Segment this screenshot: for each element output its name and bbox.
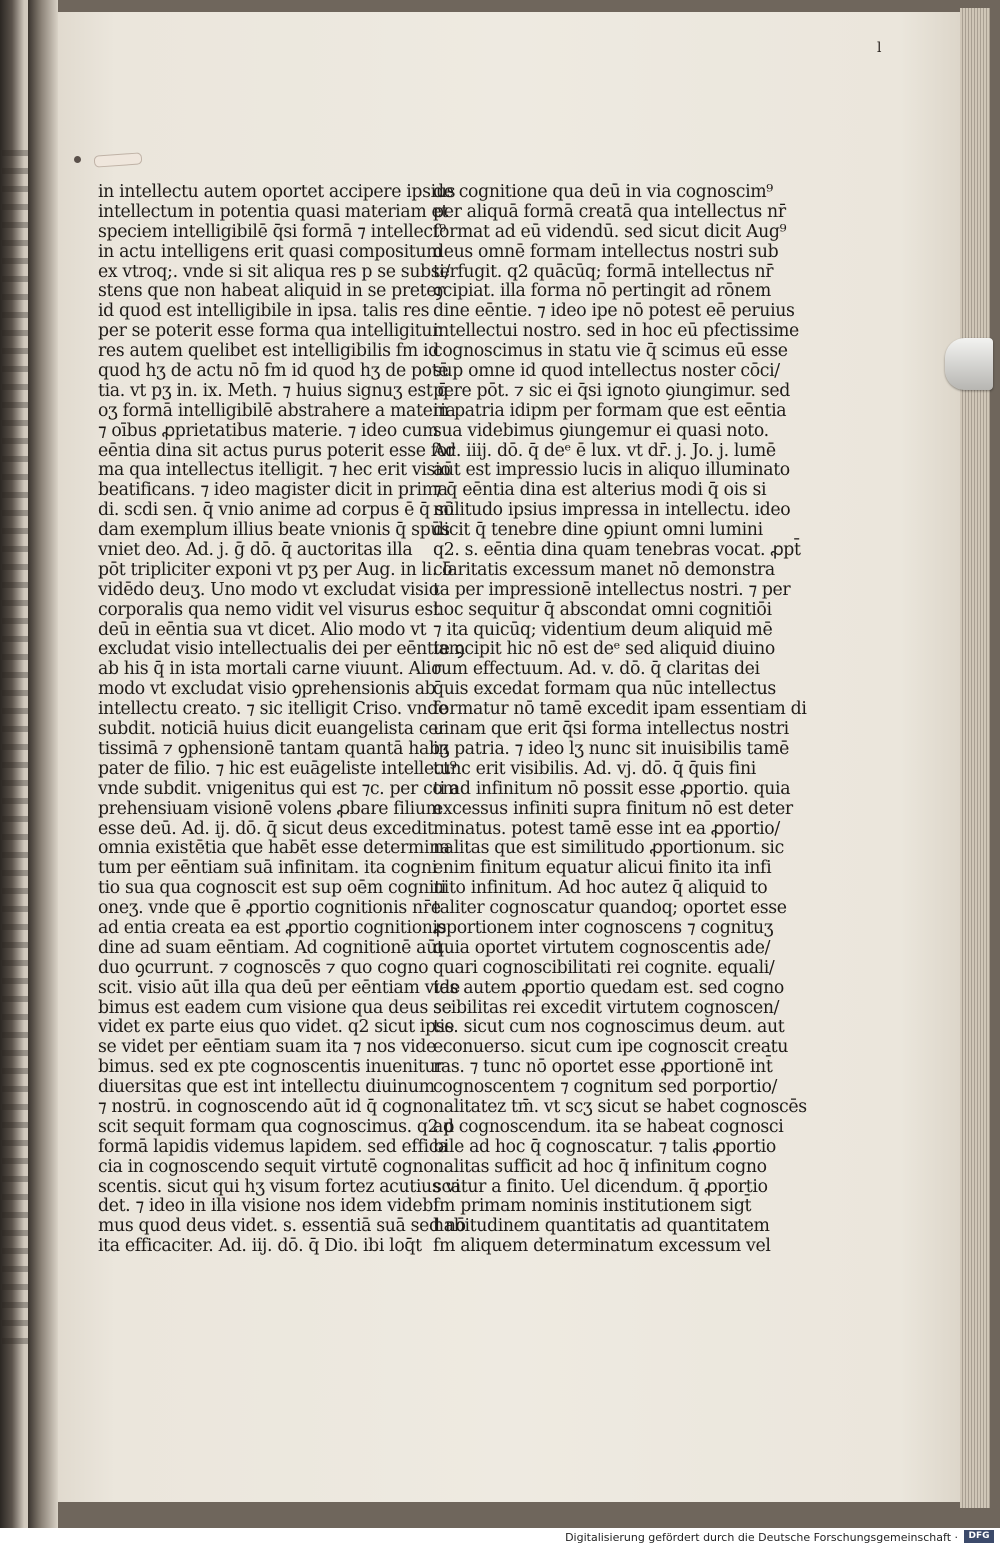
text-line: formatur nō tamē excedit ipam essentiam di	[433, 699, 807, 720]
text-line: dine ad suam eēntiam. Ad cognitionē aūt	[98, 937, 444, 958]
text-line: bile ad hoc q̄ cognoscatur. ⁊ talis ꝓportio	[433, 1136, 776, 1157]
text-line: nalitas que est similitudo ꝓportionum. sic	[433, 838, 784, 859]
text-line: hoc sequitur q̄ abscondat omni cognitiōi	[433, 599, 772, 620]
text-line: fm primam nominis institutionem sigt̄	[433, 1196, 752, 1217]
text-line: vnde subdit. vnigenitus qui est ⁊c. per com	[98, 778, 459, 799]
text-line: q2. s. eēntia dina quam tenebras vocat. ꝓpt̄	[433, 540, 801, 561]
text-line: militudo ipsius impressa in intellectu. ideo	[433, 500, 791, 521]
text-line: ti ad infinitum nō possit esse ꝓportio. quia	[433, 778, 791, 799]
text-line: ab his q̄ in ista mortali carne viuunt. Alio	[98, 659, 442, 680]
text-line: det. ⁊ ideo in illa visione nos idem videbi	[98, 1196, 439, 1217]
text-line: fm aliquem determinatum excessum vel	[433, 1236, 771, 1257]
text-line: vniet deo. Ad. j. ḡ dō. q̄ auctoritas illa	[98, 540, 413, 561]
text-line: format ad eū videndū. sed sicut dicit Aug⁹	[433, 221, 787, 242]
text-line: cognoscentem ⁊ cognitum sed porportio/	[433, 1077, 777, 1098]
text-line: ex vtroq;. vnde si sit aliqua res p se subsi/	[98, 261, 450, 282]
text-line: omnia existētia que habēt esse determina	[98, 838, 450, 859]
text-line: tas autem ꝓportio quedam est. sed cogno	[433, 977, 784, 998]
text-line: rum effectuum. Ad. v. dō. q̄ claritas dei	[433, 659, 760, 680]
text-line: scit sequit formam qua cognoscimus. q2 p	[98, 1116, 455, 1137]
text-line: sua videbimus ꝯiungemur ei quasi noto.	[433, 420, 769, 441]
text-line: videt ex parte eius quo videt. q2 sicut ipse	[98, 1017, 455, 1038]
text-line: ma qua intellectus itelligit. ⁊ hec erit visio	[98, 460, 451, 481]
text-line: tum per eēntiam suā infinitam. ita cogni	[98, 858, 437, 879]
text-line: in intellectu autem oportet accipere ipsius	[98, 182, 456, 202]
text-line: tio sua qua cognoscit est sup oēm cogniti	[98, 878, 446, 899]
text-line: formā lapidis videmus lapidem. sed effica	[98, 1136, 448, 1157]
text-line: oʒ formā intelligibilē abstrahere a materia	[98, 400, 456, 421]
text-line: ⁊ q̄ eēntia dina est alterius modi q̄ ois si	[433, 480, 767, 501]
text-line: beatificans. ⁊ ideo magister dicit in prima	[98, 480, 448, 501]
text-line: ⁊ oībus ꝓprietatibus materie. ⁊ ideo cum	[98, 420, 439, 441]
plastic-tab-clip	[945, 338, 993, 390]
text-line: nalitas sufficit ad hoc q̄ infinitum cogno	[433, 1156, 767, 1177]
text-line: intellectu creato. ⁊ sic itelligit Criso. vnde	[98, 699, 448, 720]
text-line: scibilitas rei excedit virtutem cognoscen/	[433, 997, 780, 1018]
text-line: corporalis qua nemo vidit vel visurus est	[98, 599, 440, 620]
text-line: dicit q̄ tenebre dine ꝯpiunt omni lumini	[433, 520, 763, 541]
text-line: tis. sicut cum nos cognoscimus deum. aut	[433, 1017, 785, 1038]
text-line: subdit. noticiā huius dicit euangelista cer	[98, 719, 446, 740]
text-line: deus omnē formam intellectus nostri sub	[433, 241, 779, 262]
text-line: taliter cognoscatur quandoq; oportet esse	[433, 898, 787, 919]
text-line: modo vt excludat visio ꝯprehensionis ab	[98, 679, 436, 700]
text-line: in patria idipm per formam que est eēntia	[433, 400, 787, 421]
text-line: ꝓportionem inter cognoscens ⁊ cognituʒ	[433, 917, 774, 938]
text-line: cia in cognoscendo sequit virtutē cogno	[98, 1156, 434, 1177]
text-line: dine eēntie. ⁊ ideo ipe nō potest eē peruius	[433, 301, 795, 322]
text-line: duo ꝯcurrunt. ⁊ cognoscēs ⁊ quo cogno	[98, 957, 429, 978]
page-edges	[960, 8, 990, 1508]
text-line: ita efficaciter. Ad. iij. dō. q̄ Dio. ibi loq̄t	[98, 1236, 422, 1257]
text-line: cognoscimus in statu vie q̄ scimus eū esse	[433, 341, 788, 362]
text-line: bimus est eadem cum visione qua deus se	[98, 997, 452, 1018]
text-line: intellectui nostro. sed in hoc eū pfectissime	[433, 321, 799, 342]
text-line: scit. visio aūt illa qua deū per eēntiam vide	[98, 977, 460, 998]
text-line: oneʒ. vnde que ē ꝓportio cognitionis nr̄e	[98, 898, 441, 919]
text-line: Ad. iiij. dō. q̄ deᵉ ē lux. vt dr̄. j. Jo. j. lumē	[433, 440, 776, 461]
left-text-column	[98, 182, 466, 1257]
text-line: minatus. potest tamē esse int ea ꝓportio/	[433, 818, 780, 839]
text-line: per aliquā formā creatā qua intellectus nr̄	[433, 201, 786, 222]
text-line: stens que non habeat aliquid in se preter	[98, 281, 445, 302]
text-line: quia oportet virtutem cognoscentis ade/	[433, 937, 771, 958]
footer-credit: Digitalisierung gefördert durch die Deutsche Forschungsgemeinschaft ·	[565, 1531, 958, 1544]
text-line: nito infinitum. Ad hoc autez q̄ aliquid to	[433, 878, 768, 899]
text-line: quod hʒ de actu nō fm id quod hʒ de potē	[98, 361, 449, 382]
text-line: tunc erit visibilis. Ad. vj. dō. q̄ q̄uis fini	[433, 758, 756, 779]
text-line: tissimā ⁊ ꝯphensionē tantam quantā habʒ	[98, 738, 450, 759]
text-line: ad cognoscendum. ita se habeat cognosci	[433, 1116, 784, 1137]
text-line: ꝯcipiat. illa forma nō pertingit ad rōnem	[433, 281, 771, 302]
text-line: aūt est impressio lucis in aliquo illuminato	[433, 460, 790, 481]
text-line: ad entia creata ea est ꝓportio cognitionis	[98, 917, 447, 938]
text-line: enim finitum equatur alicui finito ita infi	[433, 858, 772, 879]
text-line: claritatis excessum manet nō demonstra	[433, 559, 775, 580]
text-line: q̄uis excedat formam qua nūc intellectus	[433, 679, 776, 700]
text-line: ta per impressionē intellectus nostri. ⁊ per	[433, 579, 791, 600]
text-line: habitudinem quantitatis ad quantitatem	[433, 1216, 770, 1237]
text-line: dam exemplum illius beate vnionis q̄ spūs	[98, 520, 450, 541]
text-line: econuerso. sicut cum ipe cognoscit creatu	[433, 1037, 789, 1058]
ink-spot	[74, 156, 81, 163]
text-line: ⁊ ita quicūq; videntium deum aliquid mē	[433, 619, 773, 640]
text-line: prehensiuam visionē volens ꝓbare filium	[98, 798, 442, 819]
text-line: scatur a finito. Uel dicendum. q̄ ꝓportio	[433, 1176, 768, 1197]
text-line: excludat visio intellectualis dei per eēntiam	[98, 639, 465, 660]
text-line: se videt per eēntiam suam ita ⁊ nos vide	[98, 1037, 436, 1058]
text-line: scentis. sicut qui hʒ visum fortez acutius vi	[98, 1176, 461, 1197]
text-line: de cognitione qua deū in via cognoscim⁹	[433, 182, 773, 202]
text-line: per se poterit esse forma qua intelligitur.	[98, 321, 444, 342]
text-line: ras. ⁊ tunc nō oportet esse ꝓportionē int̄	[433, 1057, 773, 1078]
text-line: esse deū. Ad. ij. dō. q̄ sicut deus excedit	[98, 818, 434, 839]
text-line: tia. vt pʒ in. ix. Meth. ⁊ huius signuʒ est q̄	[98, 380, 449, 401]
text-line: in actu intelligens erit quasi compositum	[98, 241, 443, 262]
book-gutter	[28, 0, 58, 1545]
text-line: pōt tripliciter exponi vt pʒ per Aug. in li. ō	[98, 559, 453, 580]
text-line: vidēdo deuʒ. Uno modo vt excludat visio	[98, 579, 439, 600]
right-text-column	[433, 182, 807, 1257]
text-line: speciem intelligibilē q̄si formā ⁊ intellect⁹	[98, 221, 446, 242]
text-line: sup omne id quod intellectus noster cōci/	[433, 361, 780, 382]
text-line: res autem quelibet est intelligibilis fm id	[98, 341, 439, 362]
text-line: in patria. ⁊ ideo lʒ nunc sit inuisibilis tamē	[433, 738, 789, 759]
text-line: bimus. sed ex pte cognoscentis inuenitur	[98, 1057, 444, 1078]
text-line: pater de filio. ⁊ hic est euāgeliste intellect⁹	[98, 758, 457, 779]
text-line: diuersitas que est int intellectu diuinum	[98, 1077, 435, 1098]
text-line: di. scdi sen. q̄ vnio anime ad corpus ē q̄ sō	[98, 500, 454, 521]
dfg-logo-icon: DFG	[964, 1530, 994, 1543]
text-line: eēntia dina sit actus purus poterit esse for	[98, 440, 455, 461]
text-line: excessus infiniti supra finitum nō est deter	[433, 798, 793, 819]
text-line: quari cognoscibilitati rei cognite. equali/	[433, 957, 775, 978]
text-line: intellectum in potentia quasi materiam et	[98, 201, 448, 222]
text-line: id quod est intelligibile in ipsa. talis res	[98, 301, 430, 322]
text-line: nalitatez tm̄. vt scʒ sicut se habet cognoscēs	[433, 1096, 807, 1117]
text-line: pere pōt. ⁊ sic ei q̄si ignoto ꝯiungimur. sed	[433, 380, 790, 401]
text-line: ⁊ nostrū. in cognoscendo aūt id q̄ cogno	[98, 1096, 434, 1117]
text-line: mus quod deus videt. s. essentiā suā sed nō	[98, 1216, 466, 1237]
text-line: uinam que erit q̄si forma intellectus nostri	[433, 719, 789, 740]
text-line: deū in eēntia sua vt dicet. Alio modo vt	[98, 619, 427, 640]
folio-mark: l	[877, 40, 882, 56]
text-line: te ꝯcipit hic nō est deᵉ sed aliquid diuino	[433, 639, 775, 660]
text-line: terfugit. q2 quācūq; formā intellectus nr̄	[433, 261, 774, 282]
